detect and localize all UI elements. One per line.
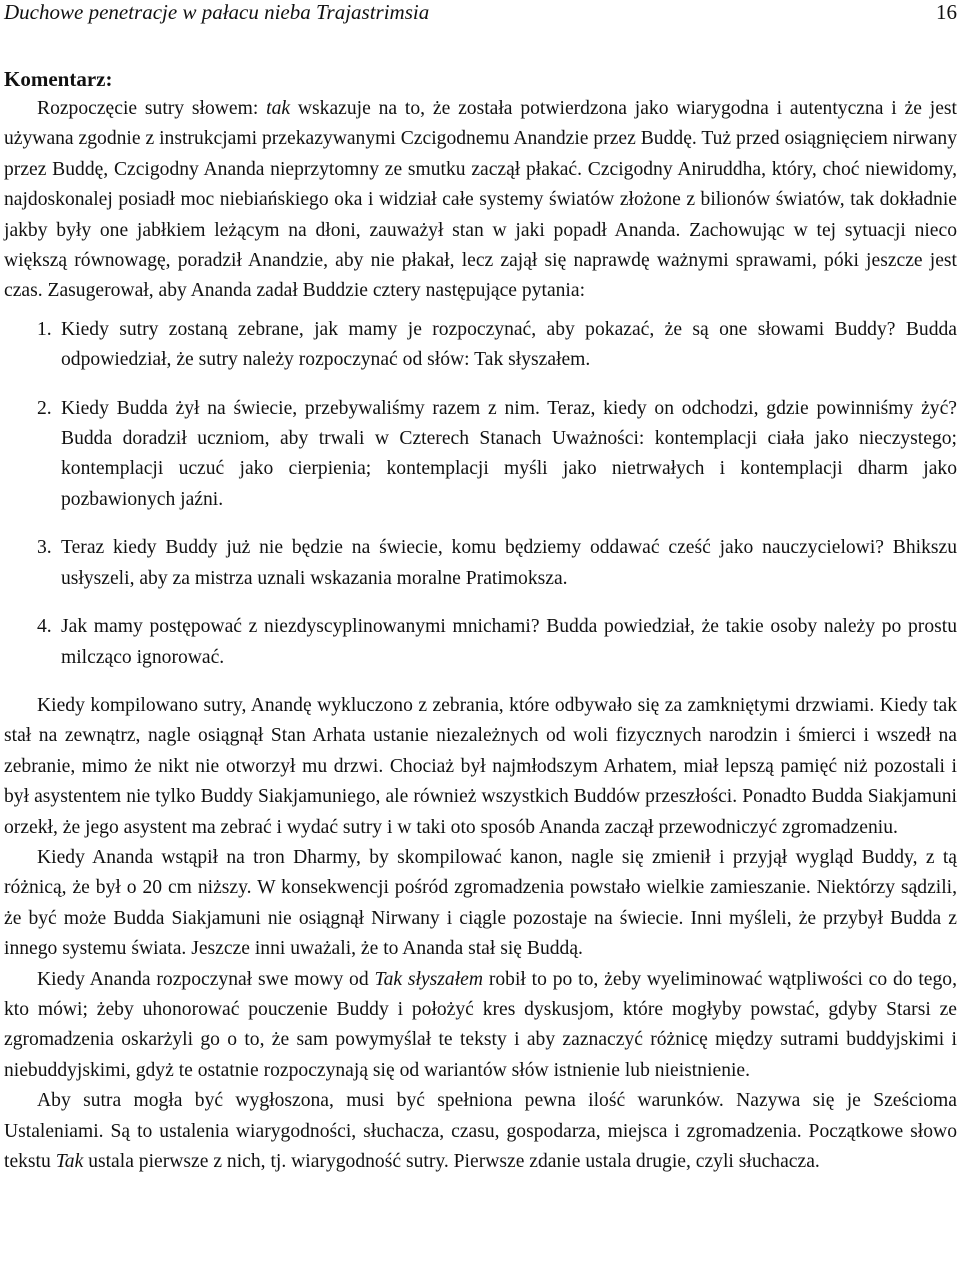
list-number: 2. xyxy=(37,397,52,419)
list-item xyxy=(37,394,957,516)
list-item xyxy=(37,612,957,673)
list-item xyxy=(37,533,957,594)
list-text: Kiedy sutry zostaną zebrane, jak mamy je rozpoczynać, aby pokazać, że są one słowami Buddy? Budda odpowiedział, że sutry należy rozpoczynać od słów: Tak słyszałem. xyxy=(61,318,957,371)
running-title: Duchowe penetracje w pałacu nieba Trajastrimsia xyxy=(4,0,430,24)
intro-paragraph xyxy=(4,94,957,307)
questions-list xyxy=(37,315,957,673)
page-number: 16 xyxy=(936,0,957,24)
list-number: 1. xyxy=(37,318,52,340)
list-item xyxy=(37,315,957,376)
list-number: 3. xyxy=(37,537,52,559)
list-number: 4. xyxy=(37,616,52,638)
list-text: Jak mamy postępować z niezdyscyplinowanymi mnichami? Budda powiedział, że takie osoby należy po prostu milcząco ignorować. xyxy=(61,616,957,668)
p4-text-a: Kiedy Ananda rozpoczynał swe mowy od xyxy=(37,968,375,990)
list-text: Kiedy Budda żył na świecie, przebywaliśmy razem z nim. Teraz, kiedy on odchodzi, gdzie powinniśmy żyć? Budda doradził uczniom, aby trwali w Czterech Stanach Uważności: kontemplacji ciała jako nieczystego; kontemplacji uczuć jako cierpienia; kontemplacji myśli jako nietrwałych i kontemplacji dharm jako pozbawionych jaźni. xyxy=(61,397,957,510)
p5-text-a: Aby sutra mogła być wygłoszona, musi być spełniona pewna ilość warunków. Nazywa się je Sześcioma Ustaleniami. Są to ustalenia wiarygodności, słuchacza, czasu, gospodarza, miejsca i zgromadzenia. Początkowe słowo tekstu xyxy=(4,1090,957,1172)
list-text: Teraz kiedy Buddy już nie będzie na świecie, komu będziemy oddawać cześć jako nauczycielowi? Bhikszu usłyszeli, aby za mistrza uznali wskazania moralne Pratimoksza. xyxy=(61,537,957,589)
body-paragraph-dharma-throne: Kiedy Ananda wstąpił na tron Dharmy, by skompilować kanon, nagle się zmienił i przyjął wygląd Buddy, z tą różnicą, że był o 20 cm niższy. W konsekwencji pośród zgromadzenia powstało wielkie zamieszanie. Niektórzy sądzili, że być może Budda Siakjamuni nie osiągnął Nirwany i ciągle pozostaje na świecie. Inni myśleli, że przybył Budda z innego systemu świata. Jeszcze inni uważali, że to Ananda stał się Buddą. xyxy=(4,846,957,960)
section-heading: Komentarz: xyxy=(4,67,113,91)
p4-text-b: robił to po to, żeby wyeliminować wątpliwości co do tego, kto mówi; żeby uhonorować pouczenie Buddy i położyć kres dyskusjom, które mogłyby powstać, gdyby Starsi ze zgromadzenia oskarżyli go o to, że sam powymyślał te teksty i aby zaznaczyć różnicę między sutrami buddyjskimi i niebuddyjskimi, gdyż te ostatnie rozpoczynają się od wariantów słów istnienie lub nieistnienie. xyxy=(4,968,958,1081)
p5-text-b: ustala pierwsze z nich, tj. wiarygodność sutry. Pierwsze zdanie ustala drugie, czyli słuchacza. xyxy=(83,1151,820,1172)
body-paragraph-compilation: Kiedy kompilowano sutry, Anandę wykluczono z zebrania, które odbywało się za zamkniętymi drzwiami. Kiedy tak stał na zewnątrz, nagle osiągnął Stan Arhata ustanie niezależnych od woli fizycznych narodzin i śmierci i wszedł na zebranie, mimo że nikt nie otworzył mu drzwi. Chociaż był najmłodszym Arhatem, miał lepszą pamięć niż pozostali i był asystentem nie tylko Buddy Siakjamuniego, ale również wszystkich Buddów przeszłości. Ponadto Budda Siakjamuni orzekł, że jego asystent ma zebrać i wydać sutry i w taki oto sposób Ananda zaczął przewodniczyć zgromadzeniu. xyxy=(4,694,957,838)
body-paragraph-thus-heard xyxy=(4,965,957,1087)
p5-emphasis: Tak xyxy=(55,1151,84,1172)
body-paragraph-six-establishments xyxy=(4,1086,957,1177)
intro-text-a: Rozpoczęcie sutry słowem: xyxy=(37,98,267,119)
running-header xyxy=(4,0,957,26)
p4-emphasis: Tak słyszałem xyxy=(374,968,484,990)
intro-emphasis: tak xyxy=(266,98,291,119)
document-page xyxy=(4,0,957,1177)
intro-text-b: wskazuje na to, że została potwierdzona jako wiarygodna i autentyczna i że jest używana zgodnie z instrukcjami przekazywanymi Czcigodnemu Anandzie przez Buddę. Tuż przed osiągnięciem nirwany przez Buddę, Czcigodny Ananda nieprzytomny ze smutku zaczął płakać. Czcigodny Aniruddha, który, choć niewidomy, najdoskonalej posiadł moc niebiańskiego oka i widział całe systemy światów złożone z bilionów światów, tak dokładnie jakby były one jabłkiem leżącym na dłoni, zauważył stan w jaki popadł Ananda. Zachowując w tej sytuacji nieco większą równowagę, poradził Anandzie, aby nie płakał, lecz zajął się naprawdę ważnymi sprawami, póki jeszcze jest czas. Zasugerował, aby Ananda zadał Buddzie cztery następujące pytania: xyxy=(4,98,957,302)
